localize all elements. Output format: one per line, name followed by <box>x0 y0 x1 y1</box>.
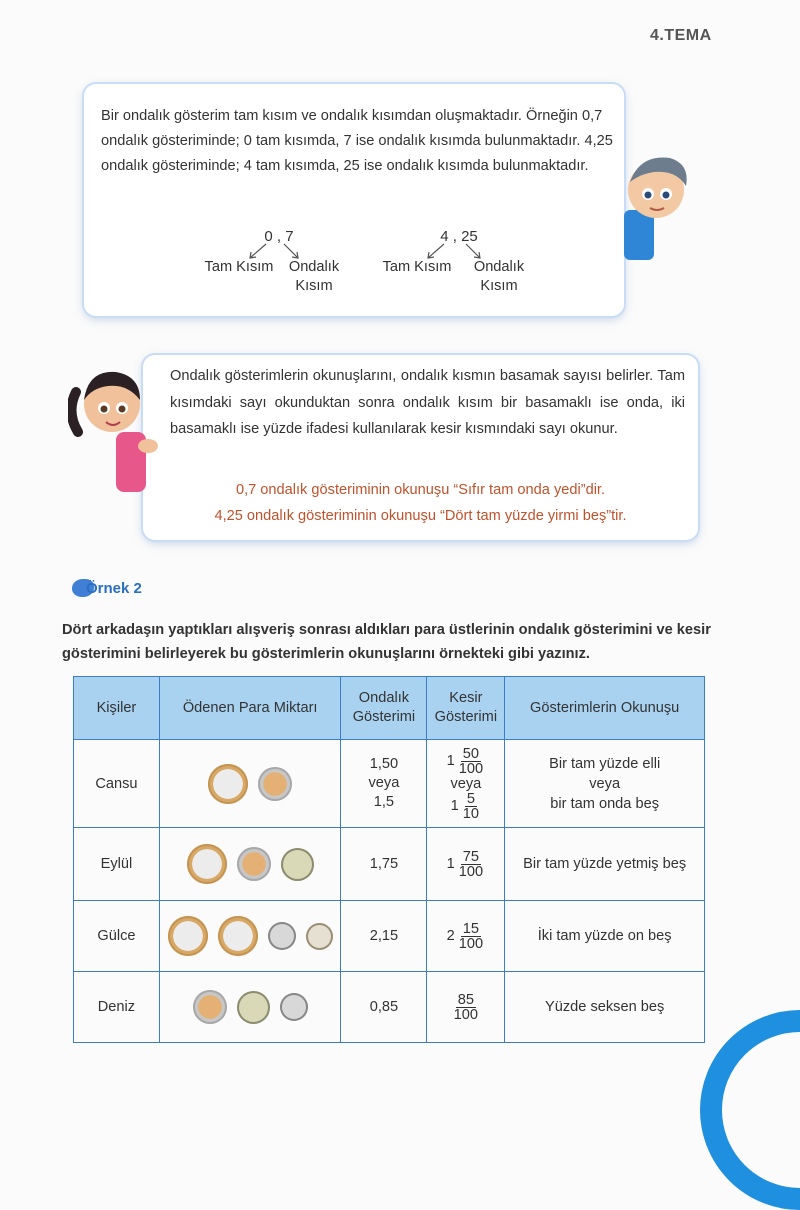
change-table <box>73 676 705 1043</box>
person-name: Eylül <box>74 828 160 901</box>
twenty-five-kurus-coin-icon <box>281 848 314 881</box>
table-row <box>74 972 705 1043</box>
mixed-fraction: 1 75 100 <box>446 848 484 880</box>
whole-part-label: Tam Kısım <box>204 259 274 275</box>
corner-decoration <box>700 1010 800 1210</box>
coins-cell <box>159 740 341 828</box>
task-instruction: Dört arkadaşın yaptıkları alışveriş sonrası aldıkları para üstlerinin ondalık gösterimini ve kesir gösterimini belirleyerek bu gösterimlerin okunuşlarını örnekteki gibi yazınız. <box>62 622 711 662</box>
decimal-part-label: Ondalık Kısım <box>473 259 525 294</box>
coins-cell <box>159 828 341 901</box>
fraction-cell <box>427 901 505 972</box>
fraction: 85 100 <box>453 991 479 1023</box>
mixed-fraction: 1 50 100 <box>446 745 484 777</box>
intro-text: Bir ondalık gösterim tam kısım ve ondalık kısımdan oluşmaktadır. Örneğin 0,7 ondalık gösteriminde; 0 tam kısımda, 7 ise ondalık kısımda bulunmaktadır. 4,25 ondalık gösteriminde; 4 tam kısımda, 25 ise ondalık kısımda bulunmaktadır. <box>101 108 613 174</box>
example-title: Örnek 2 <box>86 580 142 597</box>
intro-box <box>84 84 624 316</box>
decimal-cell: 0,85 <box>341 972 427 1043</box>
reading-example-2: 4,25 ondalık gösteriminin okunuşu “Dört tam yüzde yirmi beş”tir. <box>214 508 627 524</box>
whole-part-label: Tam Kısım <box>382 259 452 275</box>
one-lira-coin-icon <box>168 916 208 956</box>
fraction-cell <box>427 972 505 1043</box>
ten-kurus-coin-icon <box>280 993 308 1021</box>
fraction-or: veya <box>450 775 482 792</box>
five-kurus-coin-icon <box>306 923 333 950</box>
reading-box <box>143 355 698 540</box>
twenty-five-kurus-coin-icon <box>237 991 270 1024</box>
reading-cell: İki tam yüzde on beş <box>505 901 705 972</box>
example-number: 4 , 25 <box>440 228 478 245</box>
coins-cell <box>159 972 341 1043</box>
decimal-cell: 2,15 <box>341 901 427 972</box>
fraction-cell <box>427 828 505 901</box>
decimal-or: veya <box>368 775 400 791</box>
fraction-cell <box>427 740 505 828</box>
table-header-row <box>74 677 705 740</box>
reading-cell: Yüzde seksen beş <box>505 972 705 1043</box>
ten-kurus-coin-icon <box>268 922 296 950</box>
reading-line: veya <box>589 775 621 792</box>
reading-cell: Bir tam yüzde yetmiş beş <box>505 828 705 901</box>
boy-illustration <box>620 150 700 260</box>
one-lira-coin-icon <box>218 916 258 956</box>
fifty-kurus-coin-icon <box>193 990 227 1024</box>
reading-line: Bir tam yüzde elli <box>549 755 661 772</box>
decimal-part-label: Ondalık Kısım <box>288 259 340 294</box>
decimal-value: 1,50 <box>369 756 399 772</box>
col-header-people: Kişiler <box>74 677 160 740</box>
col-header-reading: Gösterimlerin Okunuşu <box>505 677 705 740</box>
reading-line: bir tam onda beş <box>550 795 660 812</box>
mixed-fraction: 1 5 10 <box>450 790 480 822</box>
decimal-cell: 1,75 <box>341 828 427 901</box>
person-name: Cansu <box>74 740 160 828</box>
table-row <box>74 740 705 828</box>
mixed-fraction: 2 15 100 <box>446 920 484 952</box>
decimal-value: 1,5 <box>373 794 395 810</box>
one-lira-coin-icon <box>208 764 248 804</box>
reading-text: Ondalık gösterimlerin okunuşlarını, ondalık kısmın basamak sayısı belirler. Tam kısımdaki sayı okunduktan sonra ondalık kısım bir basamaklı ise onda, iki basamaklı ise yüzde ifadesi kullanılarak kesir kısmındaki sayı okunur. <box>170 368 685 437</box>
reading-example-1: 0,7 ondalık gösteriminin okunuşu “Sıfır tam onda yedi”dir. <box>235 482 606 498</box>
example-number: 0 , 7 <box>264 228 294 245</box>
coins-cell <box>159 901 341 972</box>
table-row <box>74 901 705 972</box>
col-header-amount: Ödenen Para Miktarı <box>159 677 341 740</box>
person-name: Deniz <box>74 972 160 1043</box>
theme-label: 4.TEMA <box>650 27 712 44</box>
girl-illustration <box>68 362 158 492</box>
fifty-kurus-coin-icon <box>237 847 271 881</box>
person-name: Gülce <box>74 901 160 972</box>
table-row <box>74 828 705 901</box>
col-header-decimal: Ondalık Gösterimi <box>341 677 427 740</box>
fifty-kurus-coin-icon <box>258 767 292 801</box>
example-0-7 <box>204 228 344 298</box>
one-lira-coin-icon <box>187 844 227 884</box>
example-4-25 <box>382 228 525 298</box>
decimal-cell <box>341 740 427 828</box>
reading-cell <box>505 740 705 828</box>
col-header-fraction: Kesir Gösterimi <box>427 677 505 740</box>
